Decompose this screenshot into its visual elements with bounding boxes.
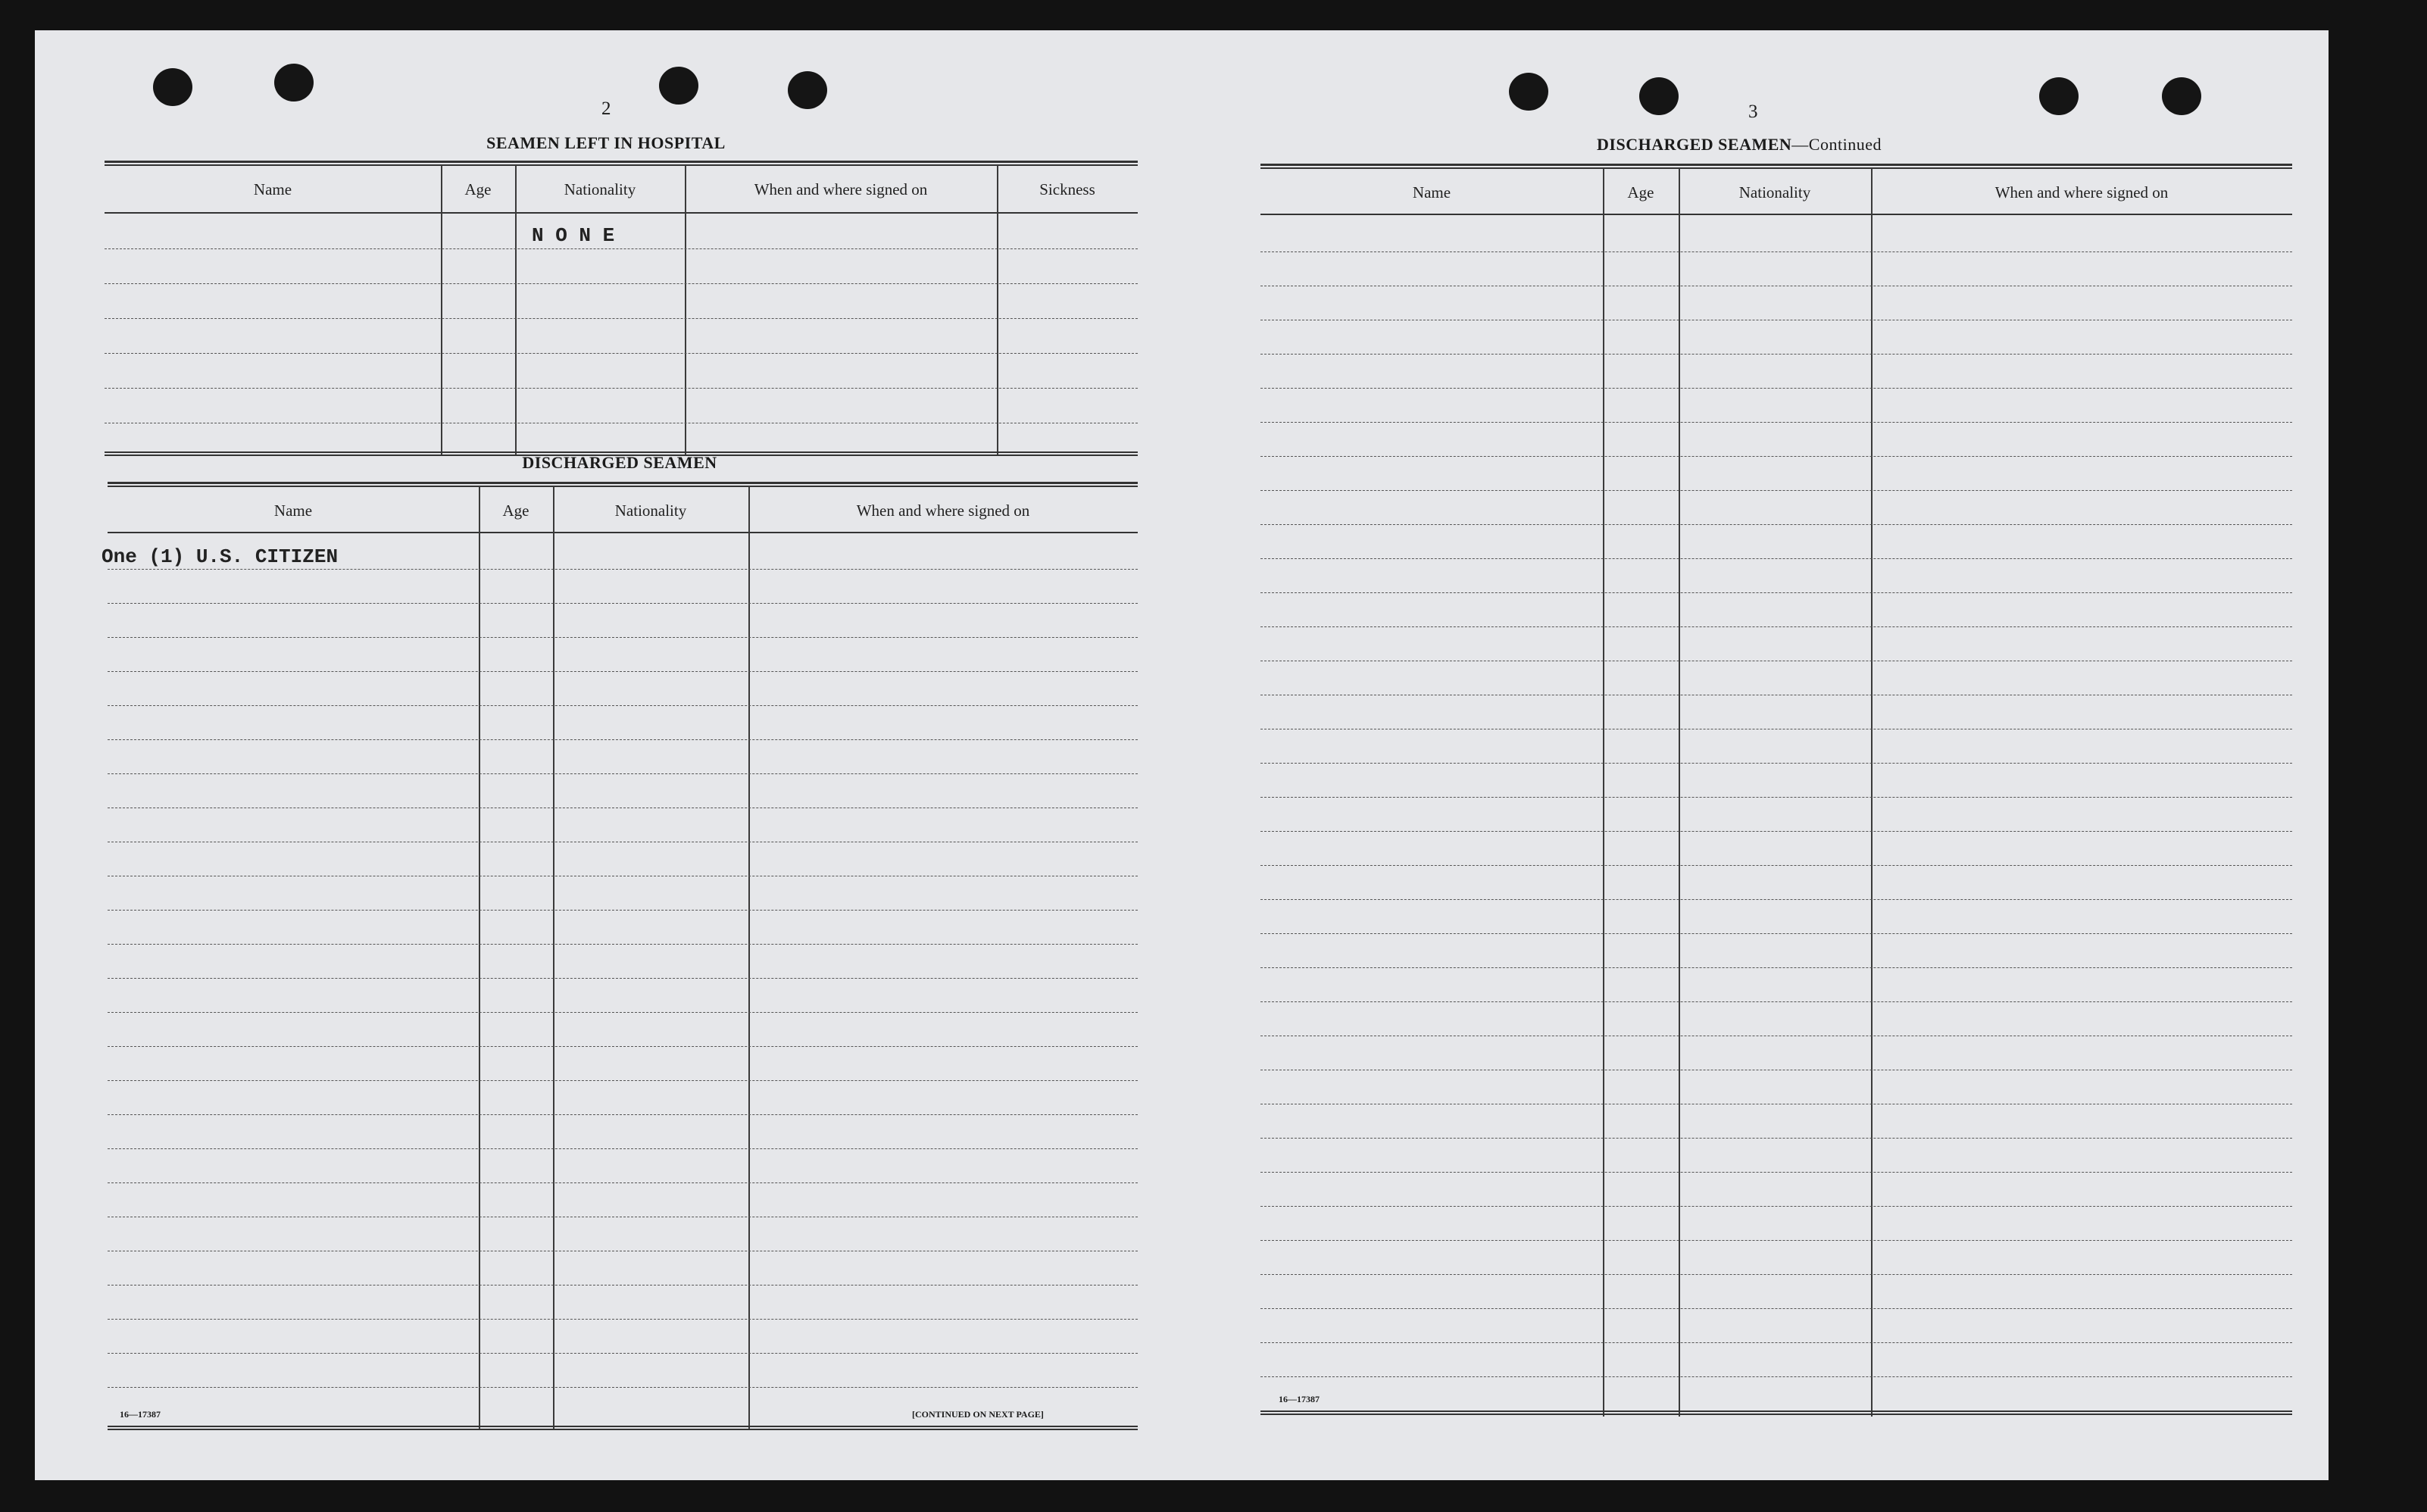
- punch-hole: [274, 64, 314, 102]
- discharged-col-nationality: Nationality: [614, 501, 687, 520]
- discharged-continued-title-main: DISCHARGED SEAMEN: [1597, 135, 1792, 154]
- punch-hole: [788, 71, 827, 109]
- continued-col-nationality: Nationality: [1738, 183, 1811, 201]
- hospital-col-name: Name: [253, 180, 292, 198]
- hospital-col-signed-on: When and where signed on: [754, 180, 928, 198]
- discharged-section-title: DISCHARGED SEAMEN: [522, 453, 717, 472]
- continued-col-name: Name: [1412, 183, 1451, 201]
- punch-hole: [153, 68, 192, 106]
- discharged-col-age: Age: [502, 501, 529, 520]
- punch-hole: [659, 67, 698, 105]
- punch-hole: [1639, 77, 1679, 115]
- hospital-col-nationality: Nationality: [564, 180, 636, 198]
- right-form-number: 16—17387: [1279, 1394, 1320, 1404]
- punch-hole: [2039, 77, 2079, 115]
- discharged-continued-table: [1260, 164, 2292, 1415]
- hospital-col-age: Age: [464, 180, 492, 198]
- hospital-section-title: SEAMEN LEFT IN HOSPITAL: [486, 133, 726, 152]
- discharged-continued-title: [1597, 135, 1882, 155]
- hospital-col-sickness: Sickness: [1039, 180, 1095, 198]
- hospital-table: [105, 161, 1138, 459]
- punch-hole: [2162, 77, 2201, 115]
- right-page-number: 3: [1748, 102, 1758, 122]
- discharged-col-name: Name: [273, 501, 313, 520]
- discharged-continued-title-suffix: —Continued: [1791, 135, 1882, 154]
- discharged-entry: One (1) U.S. CITIZEN: [102, 545, 339, 568]
- form-sheet: [35, 30, 2329, 1480]
- punch-hole: [1509, 73, 1548, 111]
- continued-note: [CONTINUED ON NEXT PAGE]: [912, 1409, 1044, 1420]
- left-page-number: 2: [601, 98, 611, 119]
- continued-col-age: Age: [1627, 183, 1654, 201]
- continued-col-signed-on: When and where signed on: [1994, 183, 2169, 201]
- left-form-number: 16—17387: [120, 1409, 161, 1420]
- discharged-table: [108, 482, 1138, 1433]
- hospital-entry-none: N O N E: [532, 224, 615, 247]
- discharged-col-signed-on: When and where signed on: [856, 501, 1030, 520]
